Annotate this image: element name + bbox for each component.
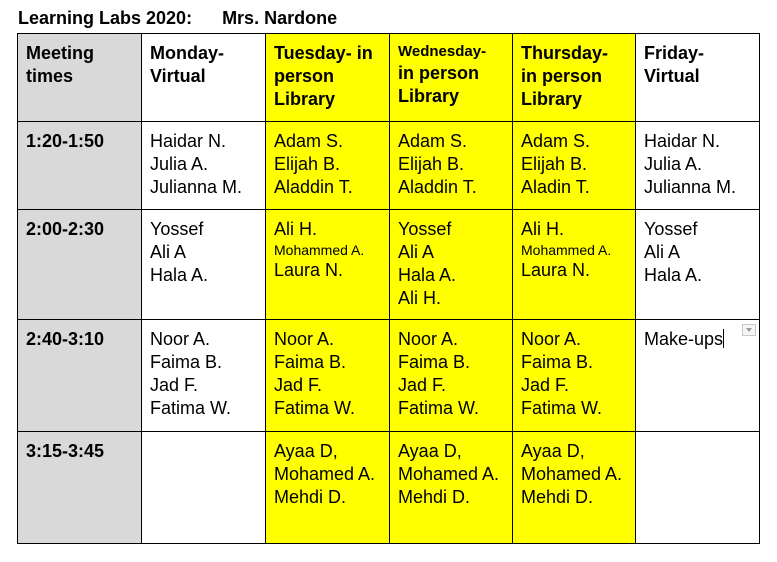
student-name: Ali H. — [274, 219, 318, 239]
student-name: Jad F. — [150, 375, 199, 395]
student-name: Ali H. — [521, 219, 565, 239]
student-name: Fatima W. — [398, 398, 480, 418]
time-cell[interactable]: 2:40-3:10 — [18, 320, 142, 432]
student-name: Fatima W. — [150, 398, 232, 418]
makeups-text[interactable] — [644, 328, 752, 351]
header-monday[interactable]: Monday- Virtual — [142, 34, 266, 122]
student-name: Ayaa D, — [521, 441, 585, 461]
student-name: Noor A. — [521, 329, 582, 349]
student-name: Aladin T. — [521, 177, 590, 197]
monday-cell[interactable] — [142, 320, 266, 432]
student-name: Fatima W. — [274, 398, 356, 418]
student-name: Mohamed A. — [521, 464, 623, 484]
student-name: Faima B. — [150, 352, 223, 372]
student-name: Haidar N. — [150, 131, 227, 151]
wednesday-cell[interactable] — [390, 122, 513, 210]
student-name: Julianna M. — [644, 177, 737, 197]
student-name: Ayaa D, — [398, 441, 462, 461]
thursday-cell[interactable] — [513, 432, 636, 544]
student-name: Jad F. — [398, 375, 447, 395]
student-name: Noor A. — [274, 329, 335, 349]
header-thursday[interactable]: Thursday- in person Library — [513, 34, 636, 122]
header-tuesday[interactable]: Tuesday- in person Library — [266, 34, 390, 122]
student-name: Haidar N. — [644, 131, 721, 151]
teacher-name: Mrs. Nardone — [222, 8, 338, 28]
wednesday-cell[interactable] — [390, 210, 513, 320]
thursday-cell[interactable] — [513, 320, 636, 432]
student-name: Faima B. — [274, 352, 347, 372]
student-name: Ayaa D, — [274, 441, 338, 461]
student-name: Yossef — [398, 219, 452, 239]
dropdown-arrow-icon[interactable] — [742, 324, 756, 336]
student-name: Mohamed A. — [274, 464, 376, 484]
student-name: Elijah B. — [398, 154, 465, 174]
student-name: Elijah B. — [274, 154, 341, 174]
student-name: Julianna M. — [150, 177, 243, 197]
student-name: Ali A — [398, 242, 435, 262]
tuesday-cell[interactable] — [266, 320, 390, 432]
monday-cell[interactable] — [142, 122, 266, 210]
student-name: Mehdi D. — [521, 487, 594, 507]
header-friday[interactable]: Friday- Virtual — [636, 34, 760, 122]
student-name: Noor A. — [398, 329, 459, 349]
table-row — [18, 320, 760, 432]
tuesday-cell[interactable] — [266, 432, 390, 544]
makeups-label: Make-ups — [644, 329, 724, 349]
student-name: Mehdi D. — [274, 487, 347, 507]
student-name: Adam S. — [398, 131, 468, 151]
friday-cell[interactable] — [636, 432, 760, 544]
student-name: Jad F. — [521, 375, 570, 395]
thursday-cell[interactable] — [513, 210, 636, 320]
student-name: Julia A. — [644, 154, 703, 174]
student-name: Ali A — [150, 242, 187, 262]
tuesday-cell[interactable] — [266, 210, 390, 320]
friday-cell[interactable] — [636, 122, 760, 210]
header-wednesday-line1: Wednesday- — [398, 43, 487, 60]
student-name: Noor A. — [150, 329, 211, 349]
header-wednesday-line2: in person Library — [398, 63, 480, 106]
student-name: Mohamed A. — [398, 464, 500, 484]
thursday-cell[interactable] — [513, 122, 636, 210]
student-name: Fatima W. — [521, 398, 603, 418]
wednesday-cell[interactable] — [390, 432, 513, 544]
student-name: Mohammed A. — [521, 242, 612, 258]
schedule-table — [17, 33, 760, 544]
student-name: Jad F. — [274, 375, 323, 395]
student-name: Yossef — [644, 219, 698, 239]
student-name: Hala A. — [150, 265, 209, 285]
student-name: Mohammed A. — [274, 242, 365, 258]
friday-cell[interactable] — [636, 210, 760, 320]
header-row — [18, 34, 760, 122]
student-name: Laura N. — [274, 260, 344, 280]
student-name: Yossef — [150, 219, 204, 239]
header-wednesday[interactable] — [390, 34, 513, 122]
student-name: Faima B. — [398, 352, 471, 372]
wednesday-cell[interactable] — [390, 320, 513, 432]
student-name: Faima B. — [521, 352, 594, 372]
student-name: Elijah B. — [521, 154, 588, 174]
monday-cell[interactable] — [142, 210, 266, 320]
table-row — [18, 432, 760, 544]
time-cell[interactable]: 1:20-1:50 — [18, 122, 142, 210]
document-title — [18, 8, 337, 29]
table-row — [18, 122, 760, 210]
monday-cell[interactable] — [142, 432, 266, 544]
student-name: Laura N. — [521, 260, 591, 280]
student-name: Aladdin T. — [274, 177, 353, 197]
student-name: Aladdin T. — [398, 177, 477, 197]
title-text: Learning Labs 2020: — [18, 8, 193, 28]
student-name: Adam S. — [521, 131, 591, 151]
student-name: Ali A — [644, 242, 681, 262]
student-name: Hala A. — [398, 265, 457, 285]
header-meeting-times[interactable]: Meeting times — [18, 34, 142, 122]
student-name: Ali H. — [398, 288, 442, 308]
student-name: Hala A. — [644, 265, 703, 285]
text-cursor — [723, 329, 724, 348]
table-row — [18, 210, 760, 320]
student-name: Julia A. — [150, 154, 209, 174]
student-name: Adam S. — [274, 131, 344, 151]
friday-cell-editing[interactable] — [636, 320, 760, 432]
time-cell[interactable]: 2:00-2:30 — [18, 210, 142, 320]
student-name: Mehdi D. — [398, 487, 471, 507]
tuesday-cell[interactable] — [266, 122, 390, 210]
time-cell[interactable]: 3:15-3:45 — [18, 432, 142, 544]
